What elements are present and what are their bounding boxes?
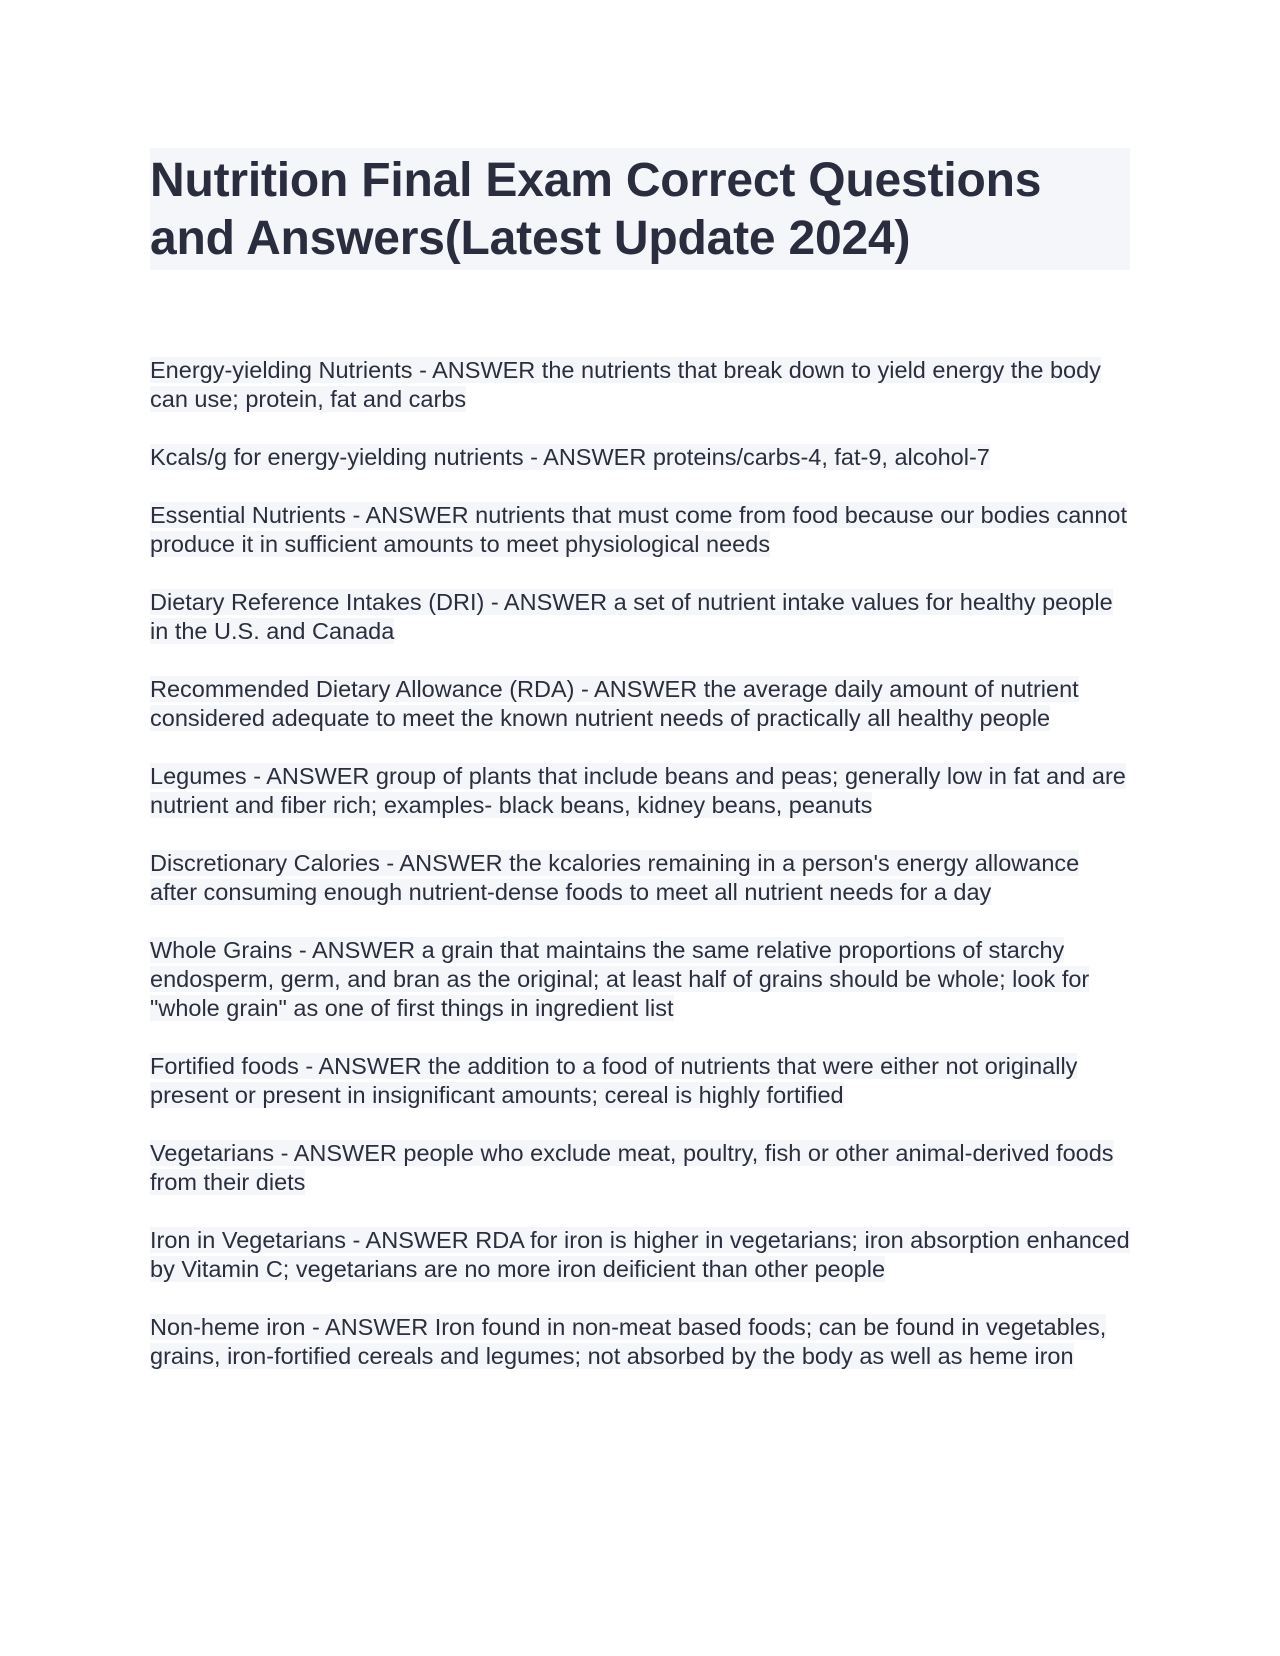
qa-entry-text: Essential Nutrients - ANSWER nutrients that must come from food because our bodies cannot produce it in sufficient amounts to meet physiological needs (150, 502, 1128, 557)
qa-entry (150, 356, 1130, 414)
qa-entry-text: Fortified foods - ANSWER the addition to a food of nutrients that were either not originally present or present in insignificant amounts; cereal is highly fortified (150, 1053, 1078, 1108)
qa-entry-text: Vegetarians - ANSWER people who exclude meat, poultry, fish or other animal-derived foods from their diets (150, 1140, 1114, 1195)
qa-entry-text: Recommended Dietary Allowance (RDA) - ANSWER the average daily amount of nutrient considered adequate to meet the known nutrient needs of practically all healthy people (150, 676, 1079, 731)
qa-entry (150, 588, 1130, 646)
qa-entry-text: Discretionary Calories - ANSWER the kcalories remaining in a person's energy allowance after consuming enough nutrient-dense foods to meet all nutrient needs for a day (150, 850, 1080, 905)
qa-entry (150, 1052, 1130, 1110)
qa-entry (150, 849, 1130, 907)
qa-entry-text: Energy-yielding Nutrients - ANSWER the nutrients that break down to yield energy the body can use; protein, fat and carbs (150, 357, 1101, 412)
qa-entry (150, 1313, 1130, 1371)
qa-entry (150, 675, 1130, 733)
qa-entry-text: Non-heme iron - ANSWER Iron found in non-meat based foods; can be found in vegetables, grains, iron-fortified cereals and legumes; not absorbed by the body as well as heme iron (150, 1314, 1107, 1369)
qa-entry (150, 443, 1130, 472)
qa-entry (150, 1139, 1130, 1197)
qa-entry-text: Dietary Reference Intakes (DRI) - ANSWER a set of nutrient intake values for healthy people in the U.S. and Canada (150, 589, 1113, 644)
document-page (150, 148, 1130, 1400)
qa-entry-text: Kcals/g for energy-yielding nutrients - ANSWER proteins/carbs-4, fat-9, alcohol-7 (150, 444, 990, 470)
qa-entry-text: Iron in Vegetarians - ANSWER RDA for iron is higher in vegetarians; iron absorption enhanced by Vitamin C; vegetarians are no more iron deificient than other people (150, 1227, 1130, 1282)
qa-entry (150, 936, 1130, 1023)
qa-entry-text: Whole Grains - ANSWER a grain that maintains the same relative proportions of starchy endosperm, germ, and bran as the original; at least half of grains should be whole; look for "whole grain" as one of first things in ingredient list (150, 937, 1090, 1021)
qa-list (150, 356, 1130, 1371)
page-title: Nutrition Final Exam Correct Questions and Answers(Latest Update 2024) (150, 148, 1130, 270)
qa-entry (150, 762, 1130, 820)
qa-entry (150, 1226, 1130, 1284)
qa-entry (150, 501, 1130, 559)
qa-entry-text: Legumes - ANSWER group of plants that include beans and peas; generally low in fat and are nutrient and fiber rich; examples- black beans, kidney beans, peanuts (150, 763, 1126, 818)
